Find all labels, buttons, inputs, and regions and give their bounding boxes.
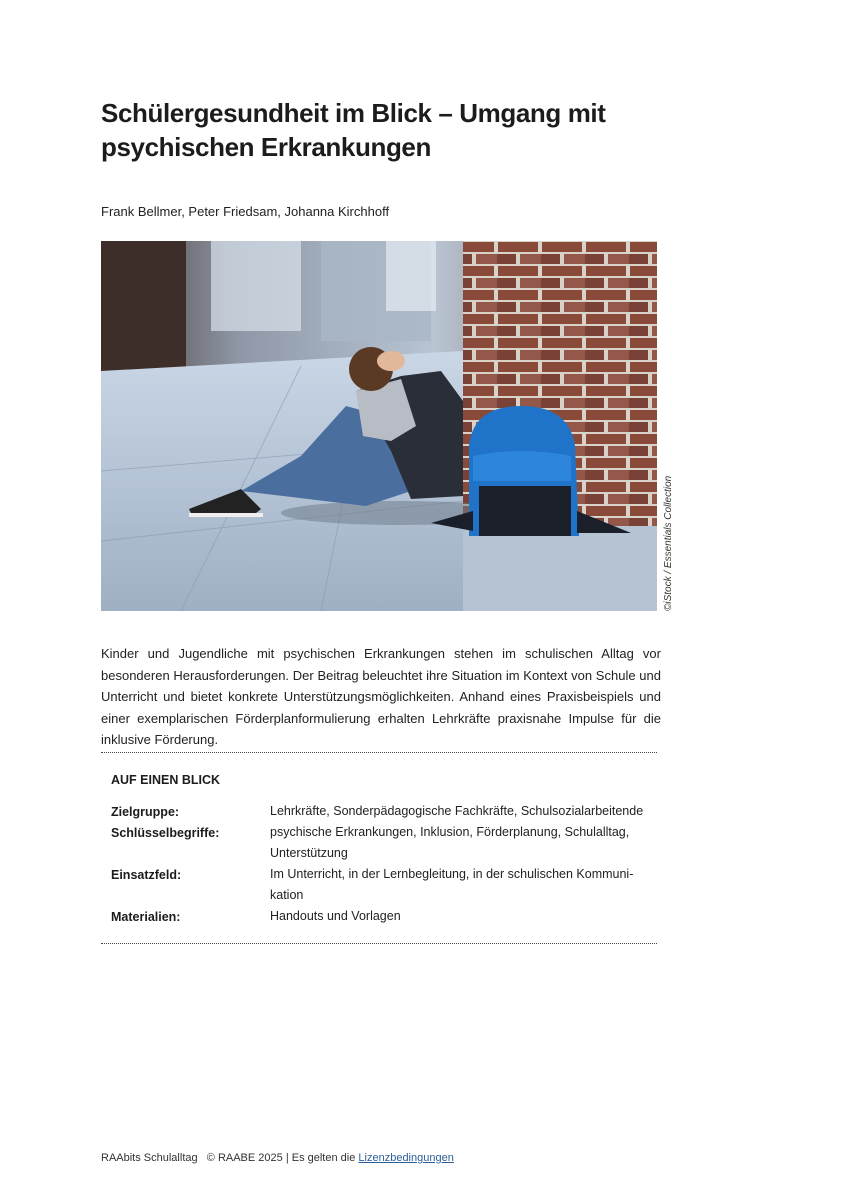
photo-credit: ©iStock / Essentials Collection: [663, 475, 674, 611]
cover-photo: [101, 241, 657, 611]
row-label-materialien: Materialien:: [111, 910, 181, 924]
row-value-einsatzfeld: Im Unterricht, in der Lernbegleitung, in der schulischen Kommunikation: [270, 867, 634, 902]
row-label-zielgruppe: Zielgruppe:: [111, 805, 180, 819]
row-label-einsatzfeld: Einsatzfeld:: [111, 868, 182, 882]
document-title: Schülergesundheit im Blick – Umgang mit psychischen Erkrankungen: [101, 98, 606, 162]
row-value-schluesselbegriffe: psychische Erkrankungen, Inklusion, Förderplanung, Schulalltag, Unterstützung: [270, 825, 630, 860]
license-link[interactable]: Lizenzbedingungen: [358, 1152, 454, 1164]
overview-box: [101, 752, 657, 944]
row-value-zielgruppe: Lehrkräfte, Sonderpädagogische Fachkräfte, Schulsozialarbeitende: [270, 804, 644, 818]
row-value-materialien: Handouts und Vorlagen: [270, 909, 401, 923]
footer-copyright: © RAABE 2025 | Es gelten die: [206, 1152, 356, 1164]
intro-paragraph: Kinder und Jugendliche mit psychischen Erkrankungen stehen im schulischen Alltag vor besonderen Herausforderungen. Der Beitrag beleuchtet ihre Situation im Kontext von Schule und Unterricht und bietet konkrete Unterstützungsmöglichkeiten. Anhand eines Praxisbeispiels und einer exemplarischen Förderplanformulierung erhalten Lehrkräfte praxisnahe Impulse für die inklusive Förderung.: [101, 646, 661, 747]
footer-brand: RAAbits Schulalltag: [101, 1152, 198, 1164]
page-footer: [101, 1152, 454, 1164]
row-label-schluesselbegriffe: Schlüsselbegriffe:: [111, 826, 220, 840]
authors: Frank Bellmer, Peter Friedsam, Johanna Kirchhoff: [101, 204, 390, 219]
overview-heading: AUF EINEN BLICK: [111, 773, 221, 787]
